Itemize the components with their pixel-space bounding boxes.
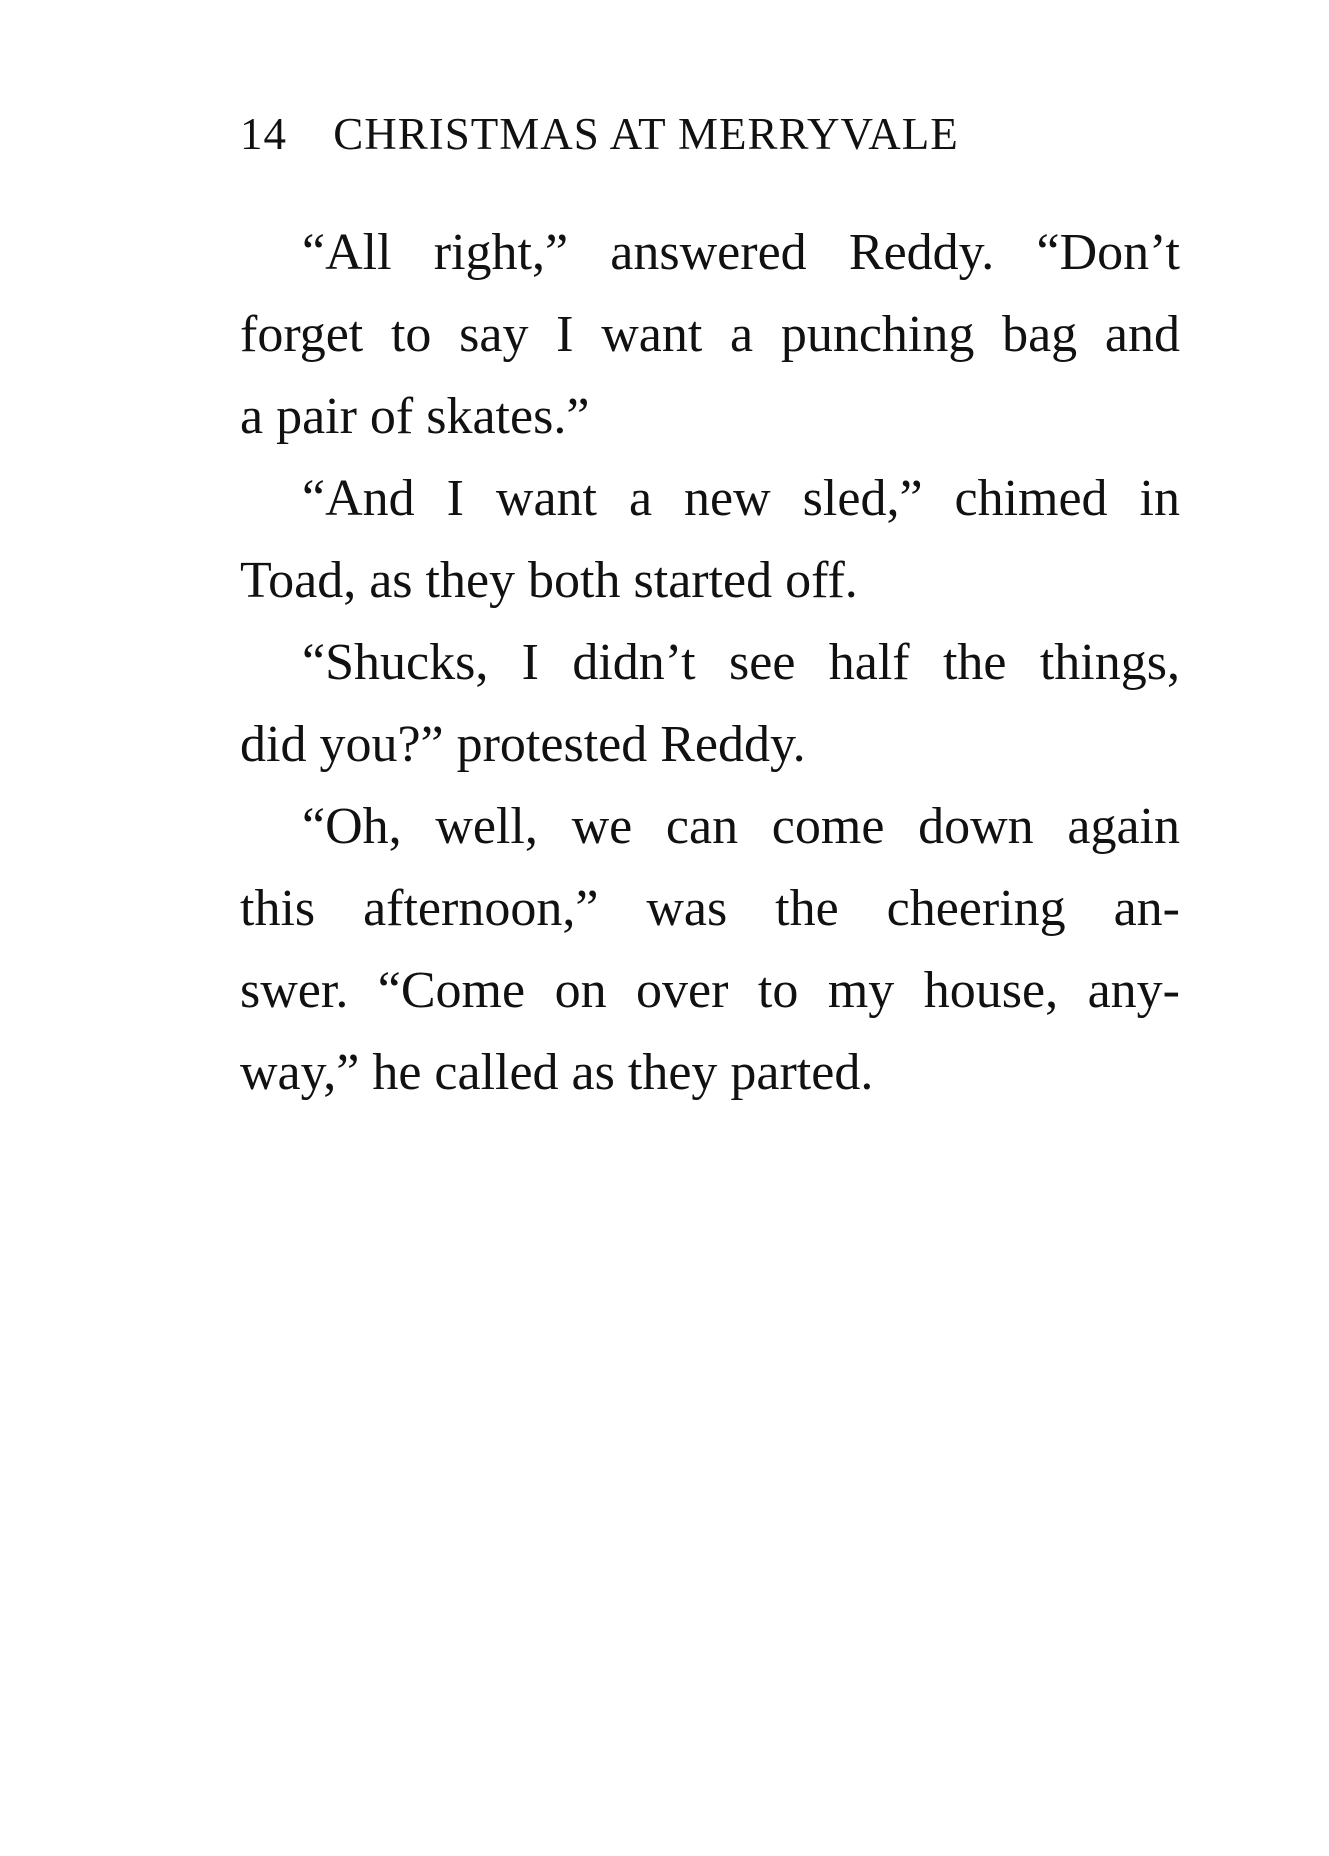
- text-line: swer. “Come on over to my house, any-: [240, 962, 1180, 1019]
- running-head: [240, 108, 1110, 168]
- paragraph: [240, 786, 1180, 1114]
- text-line: a pair of skates.”: [240, 388, 590, 445]
- text-line: forget to say I want a punching bag and: [240, 306, 1180, 363]
- paragraph: [240, 212, 1180, 458]
- body-text: [240, 212, 1180, 1114]
- book-title: CHRISTMAS AT MERRYVALE: [333, 109, 959, 159]
- page-number: 14: [240, 109, 287, 159]
- text-line: Toad, as they both started off.: [240, 552, 858, 609]
- text-line: “All right,” answered Reddy. “Don’t: [302, 224, 1180, 281]
- text-line: “Oh, well, we can come down again: [302, 798, 1180, 855]
- text-line: this afternoon,” was the cheering an-: [240, 880, 1180, 937]
- text-line: “Shucks, I didn’t see half the things,: [302, 634, 1180, 691]
- paragraph: [240, 622, 1180, 786]
- text-line: “And I want a new sled,” chimed in: [302, 470, 1180, 527]
- text-line: way,” he called as they parted.: [240, 1044, 874, 1101]
- paragraph: [240, 458, 1180, 622]
- text-line: did you?” protested Reddy.: [240, 716, 806, 773]
